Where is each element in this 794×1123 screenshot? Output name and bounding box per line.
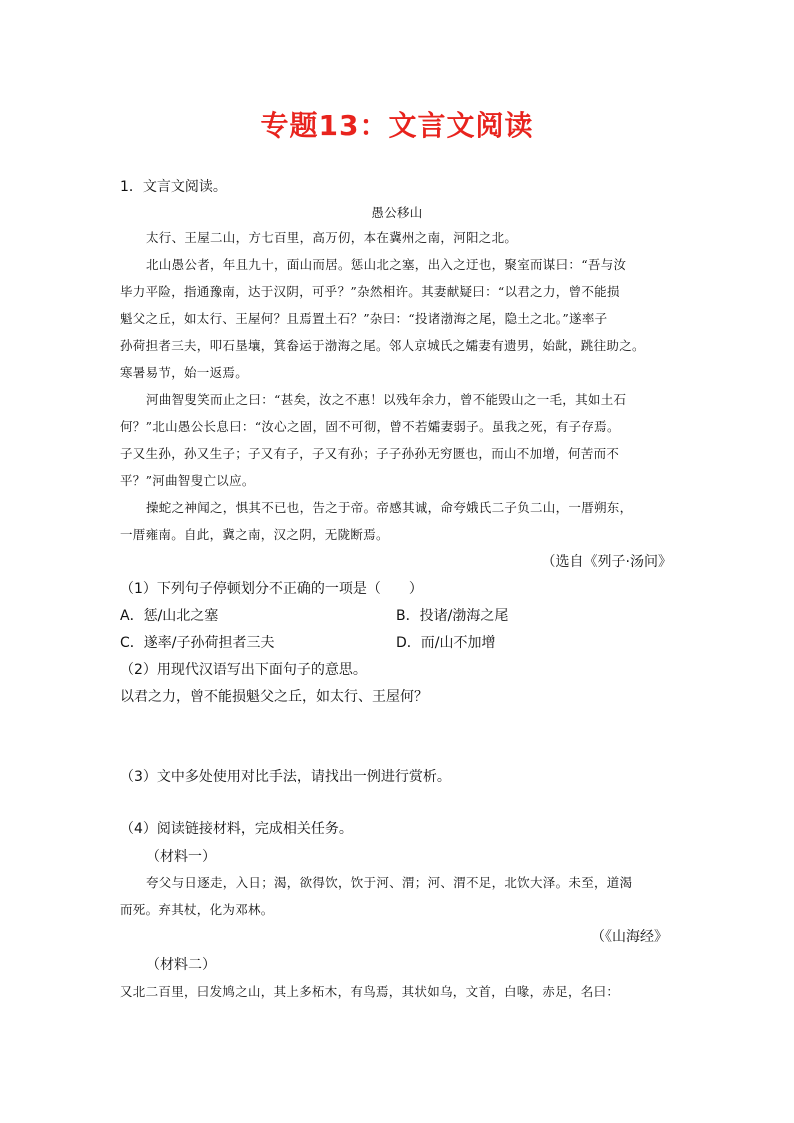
page-title: 专题13：文言文阅读 [260, 109, 534, 142]
option-b: B．投诸/渤海之尾 [396, 608, 509, 624]
question-1-stem: （1）下列句子停顿划分不正确的一项是（ ） [120, 581, 423, 597]
question-intro: 1．文言文阅读。 [120, 179, 227, 195]
option-a: A．惩/山北之塞 [120, 608, 219, 624]
material-1-label: （材料一） [146, 849, 216, 865]
question-4-stem: （4）阅读链接材料，完成相关任务。 [120, 821, 353, 837]
option-d: D．而/山不加增 [396, 635, 496, 651]
question-2-stem: （2）用现代汉语写出下面句子的意思。 [120, 662, 367, 678]
passage-line: 北山愚公者，年且九十，面山而居。惩山北之塞，出入之迂也，聚室而谋曰：“吾与汝 [146, 257, 627, 272]
option-c: C．遂率/子孙荷担者三夫 [120, 635, 275, 651]
passage-line: 子又生孙，孙又生子；子又有子，子又有孙；子子孙孙无穷匮也，而山不加增，何苦而不 [120, 446, 620, 461]
question-3-stem: （3）文中多处使用对比手法，请找出一例进行赏析。 [120, 769, 451, 785]
passage-heading: 愚公移山 [371, 205, 423, 220]
passage-line: 孙荷担者三夫，叩石垦壤，箕畚运于渤海之尾。邻人京城氏之孀妻有遗男，始龀，跳往助之。 [120, 338, 645, 353]
material-1-source: （《山海经》 [591, 929, 668, 945]
passage-line: 一厝雍南。自此，冀之南，汉之阴，无陇断焉。 [120, 527, 389, 542]
passage-line: 河曲智叟笑而止之曰：“甚矣，汝之不惠！以残年余力，曾不能毁山之一毛，其如土石 [146, 392, 627, 407]
passage-line: 操蛇之神闻之，惧其不已也，告之于帝。帝感其诚，命夸娥氏二子负二山，一厝朔东， [146, 500, 633, 515]
passage-line: 平？”河曲智叟亡以应。 [120, 473, 255, 488]
question-2-sentence: 以君之力，曾不能损魁父之丘，如太行、王屋何？ [120, 689, 428, 705]
passage-line: 魁父之丘，如太行、王屋何？且焉置土石？”杂曰：“投诸渤海之尾，隐土之北。”遂率子 [120, 311, 608, 326]
passage-line: 毕力平险，指通豫南，达于汉阴，可乎？”杂然相许。其妻献疑曰：“以君之力，曾不能损 [120, 284, 620, 299]
material-2-label: （材料二） [146, 957, 216, 973]
material-1-line: 而死。弃其杖，化为邓林。 [120, 902, 274, 917]
passage-line: 何？”北山愚公长息曰：“汝心之固，固不可彻，曾不若孀妻弱子。虽我之死，有子存焉。 [120, 419, 620, 434]
material-2-line: 又北二百里，曰发鸠之山，其上多柘木，有鸟焉，其状如乌，文首，白喙，赤足，名曰： [120, 984, 620, 999]
passage-line: 寒暑易节，始一返焉。 [120, 365, 249, 380]
passage-line: 太行、王屋二山，方七百里，高万仞，本在冀州之南，河阳之北。 [146, 230, 518, 245]
passage-source: （选自《列子·汤问》 [541, 554, 672, 570]
material-1-line: 夸父与日逐走，入日；渴，欲得饮，饮于河、渭；河、渭不足，北饮大泽。未至，道渴 [146, 875, 633, 890]
